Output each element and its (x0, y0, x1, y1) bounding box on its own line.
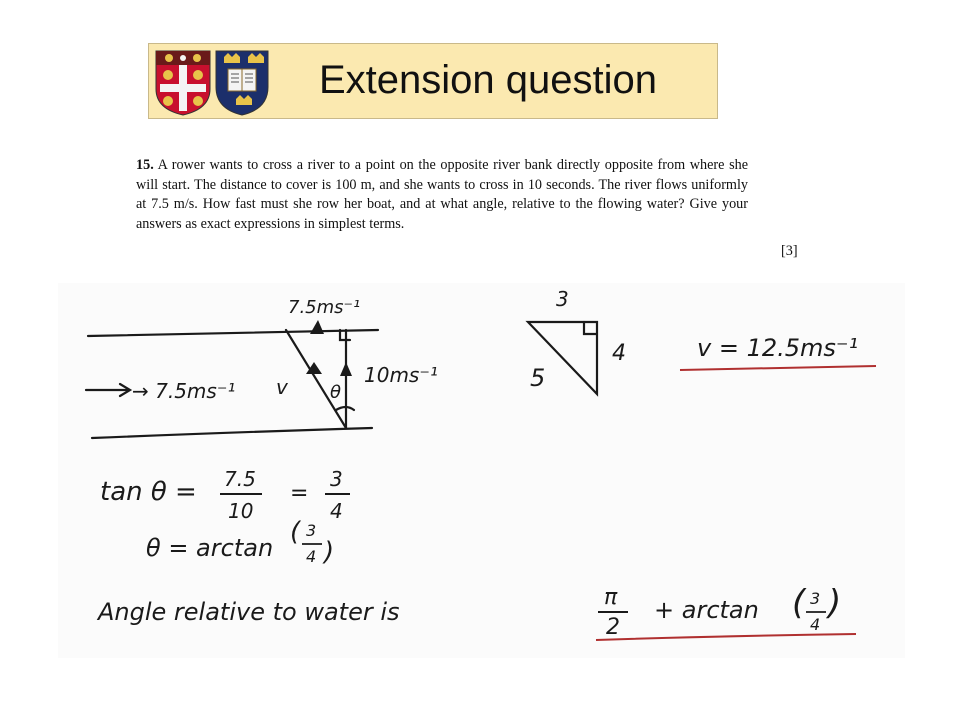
theta-frac-denominator: 4 (306, 547, 317, 566)
triangle-hyp-label: 5 (530, 364, 546, 392)
cross-speed-label: 10ms⁻¹ (364, 363, 438, 387)
theta-paren-close: ) (324, 537, 335, 567)
river-speed-top-label: 7.5ms⁻¹ (288, 297, 361, 318)
final-frac-denominator: 4 (810, 615, 821, 634)
arrowhead-top (310, 320, 324, 334)
tan-equals: = (290, 481, 309, 506)
final-paren-open: ( (792, 583, 806, 623)
question-body: A rower wants to cross a river to a point on the opposite river bank directly opposite from where she will start. The distance to cover is 100 m, and she wants to cross in 10 seconds. The river flows uniformly at 7.5 m/s. How fast must she row her boat, and at what angle, relative to the flowing water? Give your answers as exact expressions in simplest terms. (136, 157, 748, 232)
theta-frac-numerator: 3 (306, 521, 317, 540)
slide-title: Extension question (319, 58, 658, 102)
question-marks: [3] (781, 243, 798, 259)
theta-line: θ = arctan (146, 534, 274, 562)
tan-numerator: 7.5 (224, 467, 256, 491)
pi-denominator: 2 (606, 615, 620, 640)
angle-words: Angle relative to water is (98, 598, 400, 626)
theta-label: θ (330, 382, 342, 403)
tan-frac-denominator: 4 (330, 499, 343, 523)
v-label: v (276, 375, 288, 399)
final-frac-numerator: 3 (810, 589, 821, 608)
theta-paren-open: ( (290, 517, 301, 547)
answer-speed: v = 12.5ms⁻¹ (697, 334, 859, 362)
plus-arctan: + arctan (654, 596, 759, 624)
ref-right-angle (584, 322, 597, 334)
river-bank-top (88, 330, 378, 336)
pi-numerator: π (604, 585, 618, 610)
tan-denominator: 10 (228, 499, 254, 523)
river-flow-label: → 7.5ms⁻¹ (132, 379, 236, 403)
velocity-vector-v (286, 330, 346, 428)
answer-speed-underline (680, 366, 876, 370)
arrowhead-10 (340, 362, 352, 376)
final-answer-underline (596, 634, 856, 640)
flow-arrow (86, 384, 130, 396)
final-paren-close: ) (828, 583, 842, 623)
tan-line-lhs: tan θ = (100, 477, 197, 507)
tan-frac-numerator: 3 (330, 467, 343, 491)
river-bank-bottom (92, 428, 372, 438)
triangle-top-label: 3 (556, 287, 569, 311)
triangle-side-label: 4 (612, 341, 626, 366)
question-number: 15. (136, 157, 154, 173)
